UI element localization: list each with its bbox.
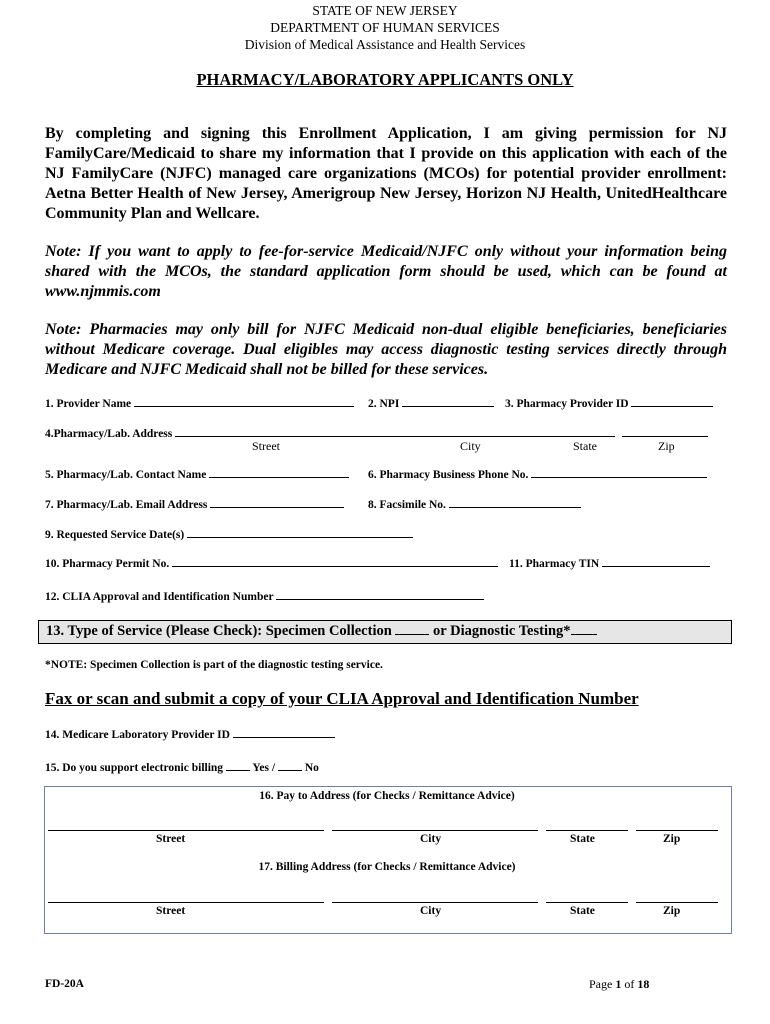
field-label: 9. Requested Service Date(s) bbox=[45, 529, 185, 541]
field-label: 4.Pharmacy/Lab. Address bbox=[45, 428, 173, 440]
billing-city-label: City bbox=[420, 905, 442, 917]
page-current: 1 bbox=[615, 977, 622, 991]
intro-paragraph: By completing and signing this Enrollment Application, I am giving permission for NJ FamilyCare/Medicaid to share my information that I provide on this application with each of the NJ FamilyCare (NJFC) managed care organizations (MCOs) for potential provider enrollment: Aetna Better Health of New Jersey, Amerigroup New Jersey, Horizon NJ Health, UnitedHealthcare Community Plan and Wellcare. bbox=[45, 125, 727, 222]
division-header: Division of Medical Assistance and Health Services bbox=[244, 37, 526, 52]
pay-to-state-label: State bbox=[570, 833, 595, 845]
medicare-lab-id-input[interactable] bbox=[233, 727, 335, 738]
billing-zip-label: Zip bbox=[663, 905, 681, 917]
field-business-phone bbox=[368, 467, 707, 481]
billing-street-input[interactable] bbox=[48, 892, 324, 903]
billing-state-input[interactable] bbox=[546, 892, 628, 903]
field-label: 7. Pharmacy/Lab. Email Address bbox=[45, 499, 208, 511]
page-of: of bbox=[624, 977, 635, 991]
pay-to-city-label: City bbox=[420, 833, 442, 845]
specimen-note: *NOTE: Specimen Collection is part of the diagnostic testing service. bbox=[45, 659, 383, 671]
field-email bbox=[45, 497, 344, 511]
npi-input[interactable] bbox=[402, 396, 494, 407]
field-permit-no bbox=[45, 556, 498, 570]
diagnostic-testing-check[interactable] bbox=[571, 624, 597, 635]
field-label: 2. NPI bbox=[368, 398, 400, 410]
no-label: No bbox=[304, 762, 319, 774]
field-label: 1. Provider Name bbox=[45, 398, 132, 410]
field-label: 3. Pharmacy Provider ID bbox=[505, 398, 629, 410]
field-label: 8. Facsimile No. bbox=[368, 499, 446, 511]
page-total: 18 bbox=[637, 977, 650, 991]
pharmacy-provider-id-input[interactable] bbox=[631, 396, 713, 407]
permit-no-input[interactable] bbox=[172, 556, 498, 567]
pay-to-state-input[interactable] bbox=[546, 820, 628, 831]
fax-heading: Fax or scan and submit a copy of your CLIA Approval and Identification Number bbox=[45, 689, 639, 708]
field-label: 11. Pharmacy TIN bbox=[509, 558, 600, 570]
pay-to-street-input[interactable] bbox=[48, 820, 324, 831]
department-header: DEPARTMENT OF HUMAN SERVICES bbox=[270, 20, 500, 35]
provider-name-input[interactable] bbox=[134, 396, 354, 407]
address-input[interactable] bbox=[175, 426, 615, 437]
field-label: 13. Type of Service (Please Check): Specimen Collection bbox=[46, 623, 392, 639]
field-contact-name bbox=[45, 467, 349, 481]
note-pharmacies: Note: Pharmacies may only bill for NJFC Medicaid non-dual eligible beneficiaries, beneficiaries without Medicare coverage. Dual eligibles may access diagnostic testing services directly through Medicare and NJFC Medicaid shall not be billed for these services. bbox=[45, 321, 727, 378]
field-tin bbox=[509, 556, 710, 570]
form-id: FD-20A bbox=[45, 978, 84, 990]
field-medicare-lab-id bbox=[45, 727, 335, 741]
field-service-type bbox=[46, 623, 597, 640]
field-label: 12. CLIA Approval and Identification Number bbox=[45, 591, 274, 603]
field-npi bbox=[368, 396, 494, 410]
pay-to-zip-input[interactable] bbox=[636, 820, 718, 831]
field-label: 10. Pharmacy Permit No. bbox=[45, 558, 170, 570]
field-label: 14. Medicare Laboratory Provider ID bbox=[45, 729, 230, 741]
note-fee-for-service: Note: If you want to apply to fee-for-service Medicaid/NJFC only without your information being shared with the MCOs, the standard application form should be used, which can be found at www.njmmis.com bbox=[45, 243, 727, 300]
field-clia bbox=[45, 589, 484, 603]
pay-to-zip-label: Zip bbox=[663, 833, 681, 845]
pay-to-city-input[interactable] bbox=[332, 820, 538, 831]
page-number bbox=[589, 977, 649, 992]
billing-zip-input[interactable] bbox=[636, 892, 718, 903]
state-header: STATE OF NEW JERSEY bbox=[312, 3, 458, 18]
address-city-label: City bbox=[460, 439, 481, 453]
billing-state-label: State bbox=[570, 905, 595, 917]
field-fax bbox=[368, 497, 581, 511]
address-zip-label: Zip bbox=[658, 439, 675, 453]
field-label: 5. Pharmacy/Lab. Contact Name bbox=[45, 469, 207, 481]
yes-label: Yes / bbox=[252, 762, 276, 774]
field-service-dates bbox=[45, 527, 413, 541]
pay-to-street-label: Street bbox=[156, 833, 186, 845]
page-prefix: Page bbox=[589, 977, 613, 991]
email-input[interactable] bbox=[210, 497, 344, 508]
field-label: 15. Do you support electronic billing bbox=[45, 762, 224, 774]
page-title: PHARMACY/LABORATORY APPLICANTS ONLY bbox=[196, 70, 574, 89]
service-dates-input[interactable] bbox=[187, 527, 413, 538]
field-provider-name bbox=[45, 396, 354, 410]
fax-input[interactable] bbox=[449, 497, 581, 508]
tin-input[interactable] bbox=[602, 556, 710, 567]
field-label: 6. Pharmacy Business Phone No. bbox=[368, 469, 529, 481]
address-street-label: Street bbox=[252, 439, 280, 453]
addresses-box bbox=[44, 786, 732, 934]
clia-input[interactable] bbox=[276, 589, 484, 600]
field-address bbox=[45, 426, 708, 440]
contact-name-input[interactable] bbox=[209, 467, 349, 478]
field-pharmacy-provider-id bbox=[505, 396, 713, 410]
zip-input[interactable] bbox=[622, 426, 708, 437]
field-label: or Diagnostic Testing* bbox=[433, 623, 571, 639]
billing-address-lines bbox=[48, 890, 718, 908]
electronic-billing-no-check[interactable] bbox=[278, 760, 302, 771]
billing-street-label: Street bbox=[156, 905, 186, 917]
field-electronic-billing bbox=[45, 760, 319, 774]
address-state-label: State bbox=[573, 439, 597, 453]
billing-address-heading: 17. Billing Address (for Checks / Remittance Advice) bbox=[258, 861, 516, 873]
billing-city-input[interactable] bbox=[332, 892, 538, 903]
pay-to-address-lines bbox=[48, 818, 718, 836]
electronic-billing-yes-check[interactable] bbox=[226, 760, 250, 771]
specimen-collection-check[interactable] bbox=[395, 624, 429, 635]
business-phone-input[interactable] bbox=[531, 467, 707, 478]
pay-to-address-heading: 16. Pay to Address (for Checks / Remittance Advice) bbox=[259, 790, 515, 802]
